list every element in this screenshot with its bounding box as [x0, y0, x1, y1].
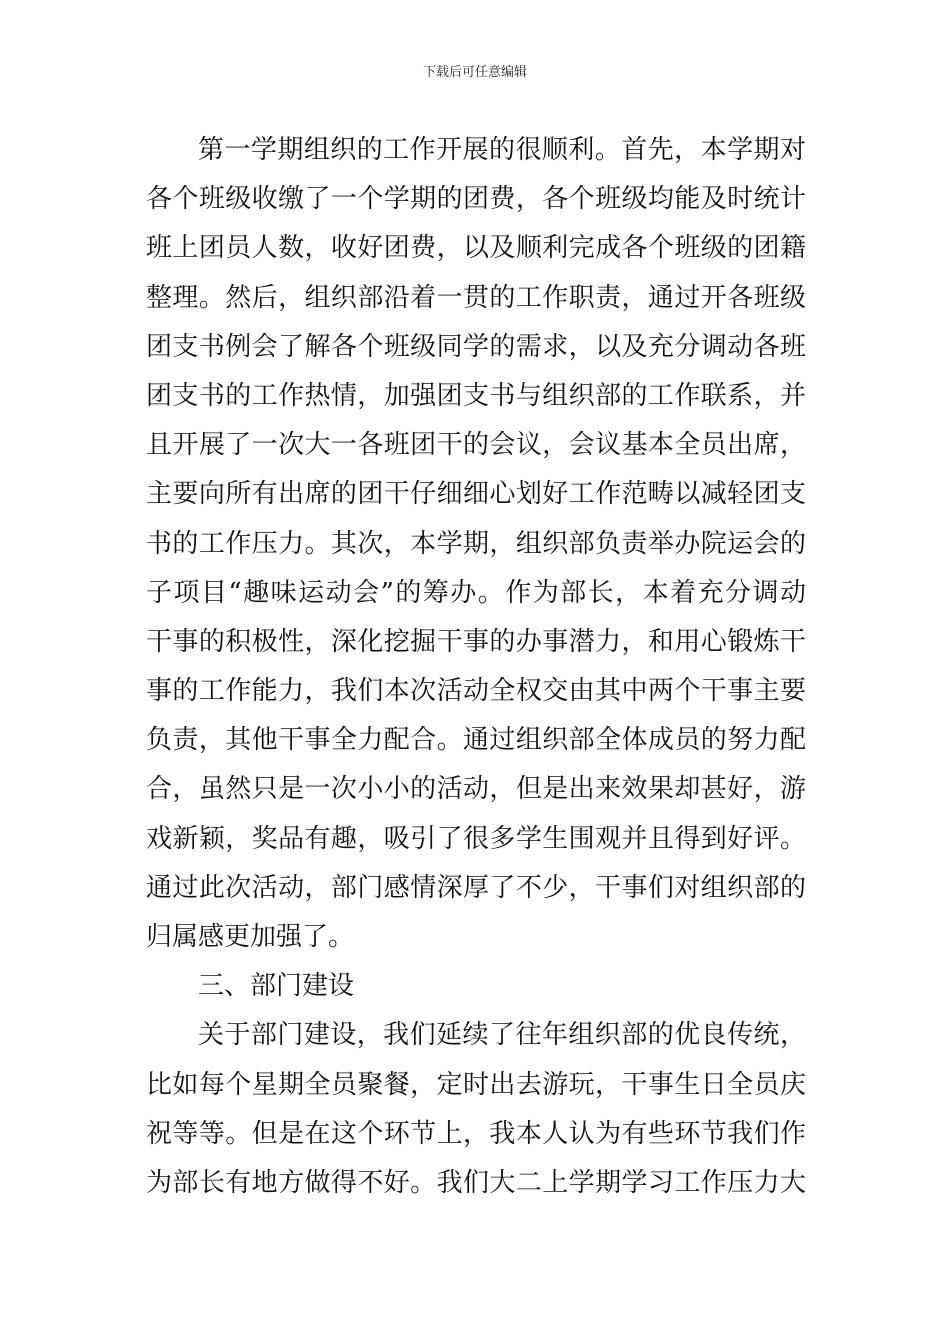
text-line: 归属感更加强了。: [146, 922, 355, 952]
section-heading-text: 三、部门建设: [198, 971, 355, 1002]
text-line: 团支书的工作热情，加强团支书与组织部的工作联系，并: [146, 380, 806, 411]
section-heading: [146, 962, 806, 1011]
text-line: 团支书例会了解各个班级同学的需求，以及充分调动各班: [146, 331, 806, 362]
text-line: 负责，其他干事全力配合。通过组织部全体成员的努力配: [146, 725, 806, 756]
page-header: [0, 64, 950, 82]
text-line: 整理。然后，组织部沿着一贯的工作职责，通过开各班级: [146, 282, 806, 313]
text-line: 合，虽然只是一次小小的活动，但是出来效果却甚好，游: [146, 774, 806, 805]
text-line: 且开展了一次大一各班团干的会议，会议基本全员出席，: [146, 430, 806, 461]
text-line: 子项目“趣味运动会”的筹办。作为部长，本着充分调动: [146, 577, 806, 608]
text-line: 通过此次活动，部门感情深厚了不少，干事们对组织部的: [146, 872, 806, 903]
text-line: 为部长有地方做得不好。我们大二上学期学习工作压力大: [146, 1167, 806, 1198]
text-line: 戏新颖，奖品有趣，吸引了很多学生围观并且得到好评。: [146, 823, 806, 854]
text-line: 班上团员人数，收好团费，以及顺利完成各个班级的团籍: [146, 233, 806, 264]
header-text: 下载后可任意编辑: [422, 65, 527, 80]
text-line: 干事的积极性，深化挖掘干事的办事潜力，和用心锻炼干: [146, 626, 806, 657]
text-line: 书的工作压力。其次，本学期，组织部负责举办院运会的: [146, 528, 806, 559]
paragraph-work-summary: [146, 126, 806, 962]
text-line: 事的工作能力，我们本次活动全权交由其中两个干事主要: [146, 676, 806, 707]
text-line: 各个班级收缴了一个学期的团费，各个班级均能及时统计: [146, 184, 806, 215]
text-line: 祝等等。但是在这个环节上，我本人认为有些环节我们作: [146, 1118, 806, 1149]
paragraph-department-building: [146, 1011, 806, 1208]
text-line: 第一学期组织的工作开展的很顺利。首先，本学期对: [198, 135, 806, 165]
text-line: 关于部门建设，我们延续了往年组织部的优良传统，: [198, 1020, 806, 1051]
document-body: [146, 126, 806, 1208]
text-line: 比如每个星期全员聚餐，定时出去游玩，干事生日全员庆: [146, 1069, 806, 1100]
text-line: 主要向所有出席的团干仔细细心划好工作范畴以减轻团支: [146, 479, 806, 510]
